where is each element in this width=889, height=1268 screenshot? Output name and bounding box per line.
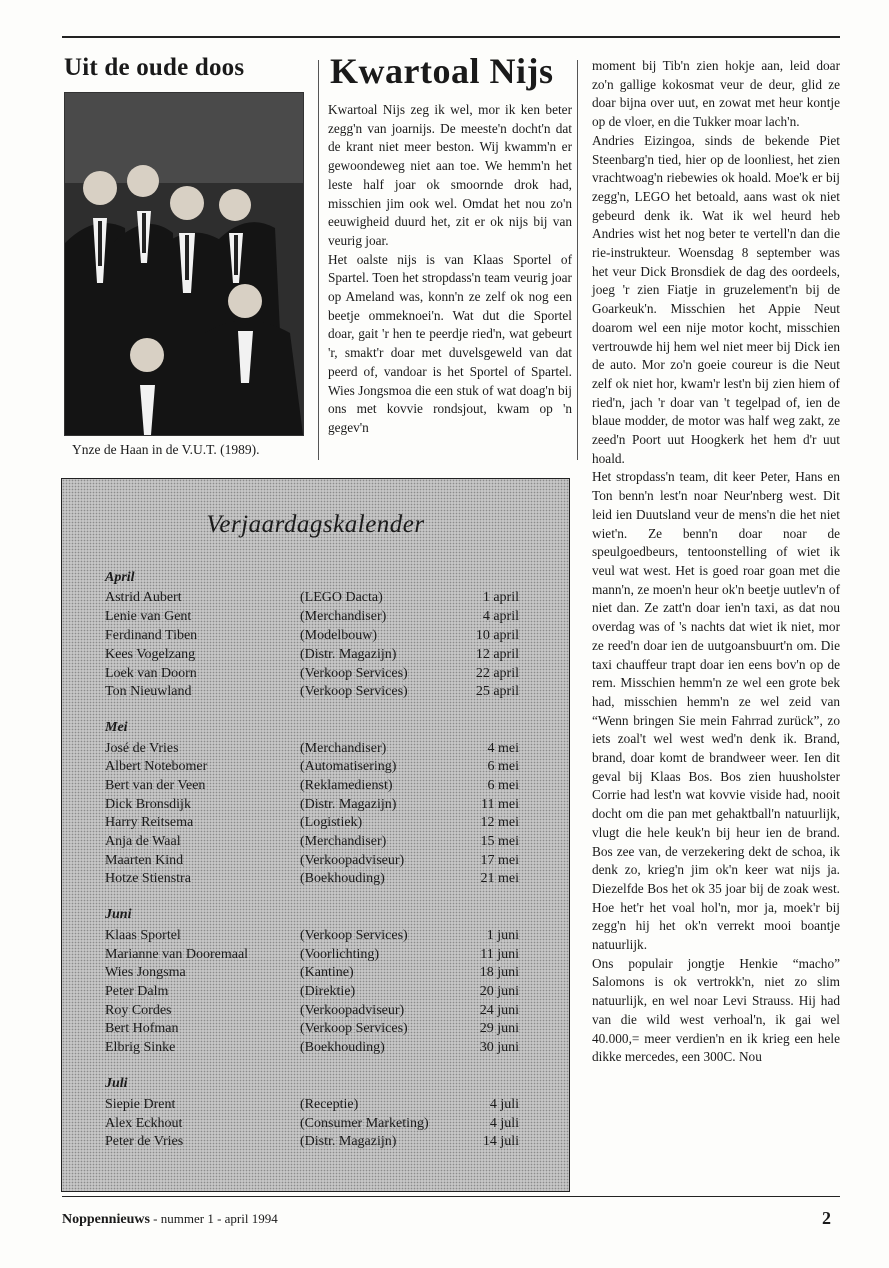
calendar-row xyxy=(105,965,525,983)
month-heading: April xyxy=(105,570,135,585)
person-name: Peter de Vries xyxy=(105,1134,184,1149)
department: (Modelbouw) xyxy=(300,628,377,643)
calendar-row xyxy=(105,928,525,946)
person-name: Maarten Kind xyxy=(105,853,184,868)
month-heading: Mei xyxy=(105,720,128,735)
calendar-row xyxy=(105,815,525,833)
birthday-date: 11 mei xyxy=(481,797,519,812)
calendar-row xyxy=(105,590,525,608)
birthday-date: 22 april xyxy=(475,666,519,681)
calendar-row xyxy=(105,984,525,1002)
department: (Logistiek) xyxy=(300,815,363,830)
person-name: Alex Eckhout xyxy=(105,1116,183,1131)
calendar-row xyxy=(105,797,525,815)
calendar-row xyxy=(105,759,525,777)
article-paragraph: Ons populair jongtje Henkie “macho” Salomons is ok vertrokk'n, niet zo slim natuurlijk, en wel noar Levi Strauss. Hij had van die wild west verhoal'n, ik gai wel 40.000,= meer verdien'n en ik krieg een hele dikke mercedes, een 300C. Nou xyxy=(592,955,840,1065)
calendar-row xyxy=(105,647,525,665)
birthday-date: 21 mei xyxy=(480,871,519,886)
calendar-row xyxy=(105,1116,525,1134)
birthday-date: 4 mei xyxy=(487,741,519,756)
article-paragraph: Het stropdass'n team, dit keer Peter, Hans en Ton benn'n lest'n noar Neur'nberg west. Dit leid ien Duutsland veur de mens'n die het niet wiet'n. Ze benn'n doar noar de speulgoedbeurs, tentoonstelling of wiet ik veul wat west. Het is goed roar goan met die mann'n, ze moen'n heur ok'n beetje uutlev'n of niet dan. Ze zatt'n doar ien'n taxi, as dat nou overdag was of 's nachts dat wiet ik niet, mor ze reed'n doar ien de uutgoansbuurt'n om. Die taxi chauffeur trapt doar ien eens bov'n op de rem. Misschien hemm'n ze wel een grote bek had, misschien hemm'n ze wel zeid van “Wenn bringen Sie mein Fahrrad zurück”, zo iets zoal't wel west wed'n denk ik. Brand, brand, doar komt de brandweer weer. Ien dit geval bij Klaas Bos. Bos zien huusholster Corrie had lest'n wat kovvie viside had, nooit docht om die pan met gehaktball'n natuurlijk, vlugt die hele keuk'n bij heur ien de brand. Bos zee van, de verzekering dekt de schoa, ik denk zo, krieg'n jim ok'n keer wat nijs ja. Diezelfde Bos het ok 35 joar bij de zoak west. Hoe het'r het voal hol'n, mor ja, moek'r bij zegg'n hij het ok'n verrekt mooi boantje natuurlijk. xyxy=(592,469,840,953)
department: (Merchandiser) xyxy=(300,609,387,624)
calendar-row xyxy=(105,853,525,871)
article-paragraph: Het oalste nijs is van Klaas Sportel of Spartel. Toen het stropdass'n team veurig joar op Ameland was, konn'n ze zelf ok nog een beetje ommeknoei'n. Wat dut die Sportel doar, gait 'r hen te peerdje ried'n, wat gebeurt 'r, smakt'r doar met duvelsgeweld van dat peerd of, vandoar is het Sportel of Spartel. Wies Jongsmoa die een stuk of wat doag'n bij ons met kovvie rondsjout, kwam op 'n gegev'n xyxy=(328,251,572,435)
birthday-date: 12 mei xyxy=(480,815,519,830)
person-name: Dick Bronsdijk xyxy=(105,797,191,812)
month-heading: Juni xyxy=(105,907,132,922)
article-title: Kwartoal Nijs xyxy=(330,51,554,91)
calendar-row xyxy=(105,684,525,702)
column-separator xyxy=(318,60,319,460)
person-name: Albert Notebomer xyxy=(105,759,208,774)
article-column-right xyxy=(592,57,840,1067)
article-column-middle xyxy=(328,101,572,438)
article-paragraph: moment bij Tib'n zien hokje aan, leid doar zo'n gallige kokosmat veur de deur, glid ze doar bijna over uut, en zowat met heur kontje op de vloer, en die Tukker moar lach'n. xyxy=(592,58,840,130)
calendar-row xyxy=(105,741,525,759)
birthday-date: 6 mei xyxy=(487,759,519,774)
birthday-date: 29 juni xyxy=(479,1021,519,1036)
birthday-date: 6 mei xyxy=(487,778,519,793)
department: (Distr. Magazijn) xyxy=(300,647,397,662)
person-name: Hotze Stienstra xyxy=(105,871,191,886)
person-name: Ferdinand Tiben xyxy=(105,628,198,643)
birthday-date: 20 juni xyxy=(479,984,519,999)
department: (Verkoopadviseur) xyxy=(300,1003,405,1018)
person-name: Loek van Doorn xyxy=(105,666,197,681)
person-name: José de Vries xyxy=(105,741,179,756)
calendar-row xyxy=(105,778,525,796)
department: (Merchandiser) xyxy=(300,741,387,756)
department: (Receptie) xyxy=(300,1097,359,1112)
calendar-title: Verjaardagskalender xyxy=(206,511,425,538)
birthday-date: 1 april xyxy=(482,590,519,605)
month-heading: Juli xyxy=(105,1076,128,1091)
department: (Distr. Magazijn) xyxy=(300,797,397,812)
person-name: Kees Vogelzang xyxy=(105,647,196,662)
department: (Reklamedienst) xyxy=(300,778,393,793)
calendar-row xyxy=(105,628,525,646)
department: (LEGO Dacta) xyxy=(300,590,383,605)
person-name: Klaas Sportel xyxy=(105,928,181,943)
column-separator xyxy=(577,60,578,460)
birthday-date: 4 juli xyxy=(489,1116,519,1131)
section-heading-old-box: Uit de oude doos xyxy=(64,54,245,81)
birthday-date: 15 mei xyxy=(480,834,519,849)
person-name: Harry Reitsema xyxy=(105,815,194,830)
calendar-row xyxy=(105,871,525,889)
birthday-date: 24 juni xyxy=(479,1003,519,1018)
person-name: Lenie van Gent xyxy=(105,609,192,624)
top-rule xyxy=(62,36,840,38)
department: (Direktie) xyxy=(300,984,356,999)
department: (Automatisering) xyxy=(300,759,397,774)
group-photo xyxy=(64,92,304,436)
birthday-date: 10 april xyxy=(475,628,519,643)
person-name: Bert van der Veen xyxy=(105,778,206,793)
department: (Voorlichting) xyxy=(300,947,380,962)
birthday-calendar-box xyxy=(61,478,570,1192)
department: (Verkoop Services) xyxy=(300,928,408,943)
person-name: Elbrig Sinke xyxy=(105,1040,176,1055)
person-name: Wies Jongsma xyxy=(105,965,186,980)
calendar-row xyxy=(105,1040,525,1058)
calendar-row xyxy=(105,1097,525,1115)
birthday-date: 1 juni xyxy=(486,928,519,943)
calendar-row xyxy=(105,1003,525,1021)
birthday-date: 18 juni xyxy=(479,965,519,980)
department: (Verkoop Services) xyxy=(300,1021,408,1036)
person-name: Anja de Waal xyxy=(105,834,181,849)
department: (Kantine) xyxy=(300,965,354,980)
person-name: Ton Nieuwland xyxy=(105,684,192,699)
article-paragraph: Andries Eizingoa, sinds de bekende Piet Steenbarg'n tied, hier op de loonliest, het zien vrachtwoag'n riebewies ok hoald. Moe'k er bij zegg'n, LEGO het betoald, aans wast ok niet gebeurd denk ik. Wat ik wel heurd heb Andries wist het nog beter te vertell'n dan die rie-instrukteur. Woensdag 8 september was het veur Dick Bronsdiek de dag des oordeels, joeg 'r zien Fiatje in gruzelement'n bij de Goarkeuk'n. Misschien het Appie Neut doarom wel een nije motor kocht, misschien vertrouwde hij hem wel niet meer bij Dick ien de auto. Mor zo'n goeie coureur is die Neut zelf ok niet hor, kwam'r lest'n bij zien hiem of ried'n, jach 'r doar van 't tegelpad of, ien de blaue modder, de motor was half weg zakt, ze zeed'n Poort uut Hoogkerk het hem d'r uut hoald. xyxy=(592,132,840,466)
calendar-row xyxy=(105,609,525,627)
birthday-date: 11 juni xyxy=(480,947,519,962)
birthday-date: 17 mei xyxy=(480,853,519,868)
department: (Merchandiser) xyxy=(300,834,387,849)
birthday-date: 4 juli xyxy=(489,1097,519,1112)
birthday-date: 14 juli xyxy=(482,1134,519,1149)
calendar-row xyxy=(105,834,525,852)
calendar-row xyxy=(105,666,525,684)
department: (Verkoop Services) xyxy=(300,684,408,699)
publication-name: Noppennieuws xyxy=(62,1212,150,1227)
article-paragraph: Kwartoal Nijs zeg ik wel, mor ik ken beter zegg'n van joarnijs. De meeste'n docht'n dat de krant niet meer beston. Wij kwamm'n er gewoondeweg niet aan toe. We hemm'n het leste half joar ok smoornde drok had, misschien jim ook wel. Omdat het nou zo'n eeuwigheid duurd het, zit er ok nijs bij van veurig joar. xyxy=(328,102,572,248)
issue-info: - nummer 1 - april 1994 xyxy=(149,1211,278,1226)
department: (Verkoopadviseur) xyxy=(300,853,405,868)
footer-publication-line xyxy=(62,1211,278,1228)
person-name: Peter Dalm xyxy=(105,984,169,999)
department: (Boekhouding) xyxy=(300,871,385,886)
person-name: Marianne van Dooremaal xyxy=(105,947,249,962)
department: (Verkoop Services) xyxy=(300,666,408,681)
calendar-row xyxy=(105,1134,525,1152)
person-name: Astrid Aubert xyxy=(105,590,182,605)
person-name: Roy Cordes xyxy=(105,1003,172,1018)
photo-caption: Ynze de Haan in de V.U.T. (1989). xyxy=(72,442,260,457)
calendar-row xyxy=(105,1021,525,1039)
birthday-date: 30 juni xyxy=(479,1040,519,1055)
person-name: Bert Hofman xyxy=(105,1021,179,1036)
bottom-rule xyxy=(62,1196,840,1197)
department: (Distr. Magazijn) xyxy=(300,1134,397,1149)
person-name: Siepie Drent xyxy=(105,1097,176,1112)
department: (Consumer Marketing) xyxy=(300,1116,429,1131)
birthday-date: 12 april xyxy=(475,647,519,662)
birthday-date: 25 april xyxy=(475,684,519,699)
birthday-date: 4 april xyxy=(482,609,519,624)
page-number: 2 xyxy=(822,1208,831,1228)
calendar-row xyxy=(105,947,525,965)
department: (Boekhouding) xyxy=(300,1040,385,1055)
